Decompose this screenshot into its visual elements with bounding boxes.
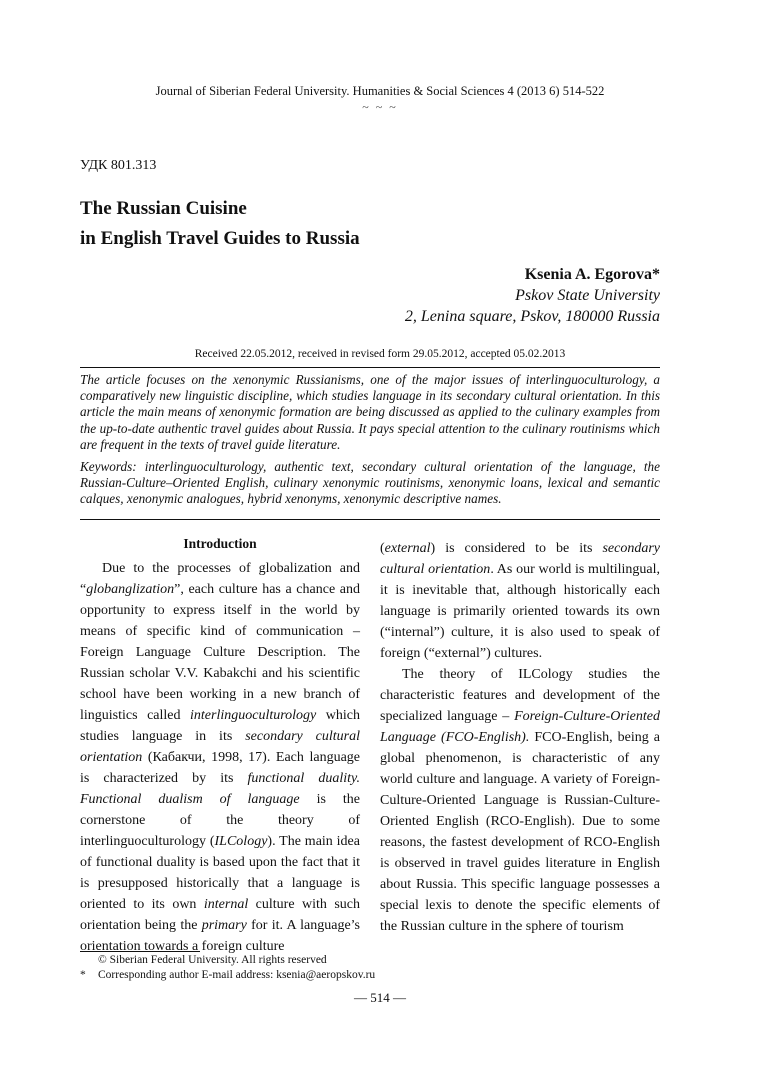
abstract xyxy=(80,372,660,514)
keywords: Keywords: interlinguoculturology, authentic text, secondary cultural orientation of the language, the Russian-Culture–Oriented English, culinary xenonymic routinisms, xenonymic loans, lexical and semantic calques, xenonymic analogues, hybrid xenonyms, xenonymic descriptive names. xyxy=(80,459,660,507)
title-line-2: in English Travel Guides to Russia xyxy=(80,228,360,249)
title-line-1: The Russian Cuisine xyxy=(80,198,247,219)
article-title xyxy=(80,194,360,254)
footnote-corresponding: * Corresponding author E-mail address: ksenia@aeropskov.ru xyxy=(80,969,376,981)
intro-paragraph: Due to the processes of globalization and “globanglization”, each culture has a chance and opportunity to express itself in the world by means of specific kind of communication – Foreign Language Culture Description. The Russian scholar V.V. Kabakchi and his scientific school have been working in a new branch of linguistics called interlinguoculturology which studies language in its secondary cultural orientation (Кабакчи, 1998, 17). Each language is characterized by its functional duality. Functional dualism of language is the cornerstone of the theory of interlinguoculturology (ILCology). The main idea of functional duality is based upon the fact that it is presupposed historically that a language is oriented to its own internal culture with such orientation being the primary for it. A language’s orientation towards a foreign culture xyxy=(80,561,361,954)
footnote-rule xyxy=(80,951,200,952)
journal-header: Journal of Siberian Federal University. Humanities & Social Sciences 4 (2013 6) 514-522 xyxy=(155,84,605,98)
author-name: Ksenia A. Egorova* xyxy=(524,266,660,283)
author-university: Pskov State University xyxy=(515,287,660,304)
header-ornament: ~ ~ ~ xyxy=(362,100,398,114)
right-paragraph-2: The theory of ILCology studies the characteristic features and development of the specialized language – Foreign-Culture-Oriented Language (FCO-English). FCO-English, being a global phenomenon, is characteristic of any world culture and language. A variety of Foreign-Culture-Oriented Language is Russian-Culture-Oriented English (RCO-English). Due to some reasons, the fastest development of RCO-English is observed in travel guides literature in English about Russia. This specific language possesses a special lexis to denote the specific elements of the Russian culture in the sphere of tourism xyxy=(380,667,660,934)
top-rule xyxy=(80,367,660,368)
abstract-text: The article focuses on the xenonymic Russianisms, one of the major issues of interlinguoculturology, a comparatively new linguistic discipline, which studies language in its secondary cultural orientation. In this article the main means of xenonymic formation are being discussed as applied to the culinary examples from the up-to-date authentic travel guides about Russia. It pays special attention to the culinary routinisms which are frequent in the texts of travel guide literature. xyxy=(80,372,660,452)
introduction-heading: Introduction xyxy=(183,536,257,551)
received-dates: Received 22.05.2012, received in revised form 29.05.2012, accepted 05.02.2013 xyxy=(194,348,566,360)
bottom-rule xyxy=(80,519,660,520)
footnote-copyright: © Siberian Federal University. All rights reserved xyxy=(98,954,327,966)
author-block xyxy=(405,264,660,327)
right-column xyxy=(380,538,660,937)
right-paragraph-1: (external) is considered to be its secondary cultural orientation. As our world is multilingual, it is inevitable that, although historically each language is primarily oriented towards its own (“internal”) culture, it is also used to speak of foreign (“external”) cultures. xyxy=(380,541,660,661)
page-number: — 514 — xyxy=(354,990,406,1005)
udk-code: УДК 801.313 xyxy=(80,158,157,173)
author-address: 2, Lenina square, Pskov, 180000 Russia xyxy=(404,308,660,325)
left-column xyxy=(80,558,360,957)
